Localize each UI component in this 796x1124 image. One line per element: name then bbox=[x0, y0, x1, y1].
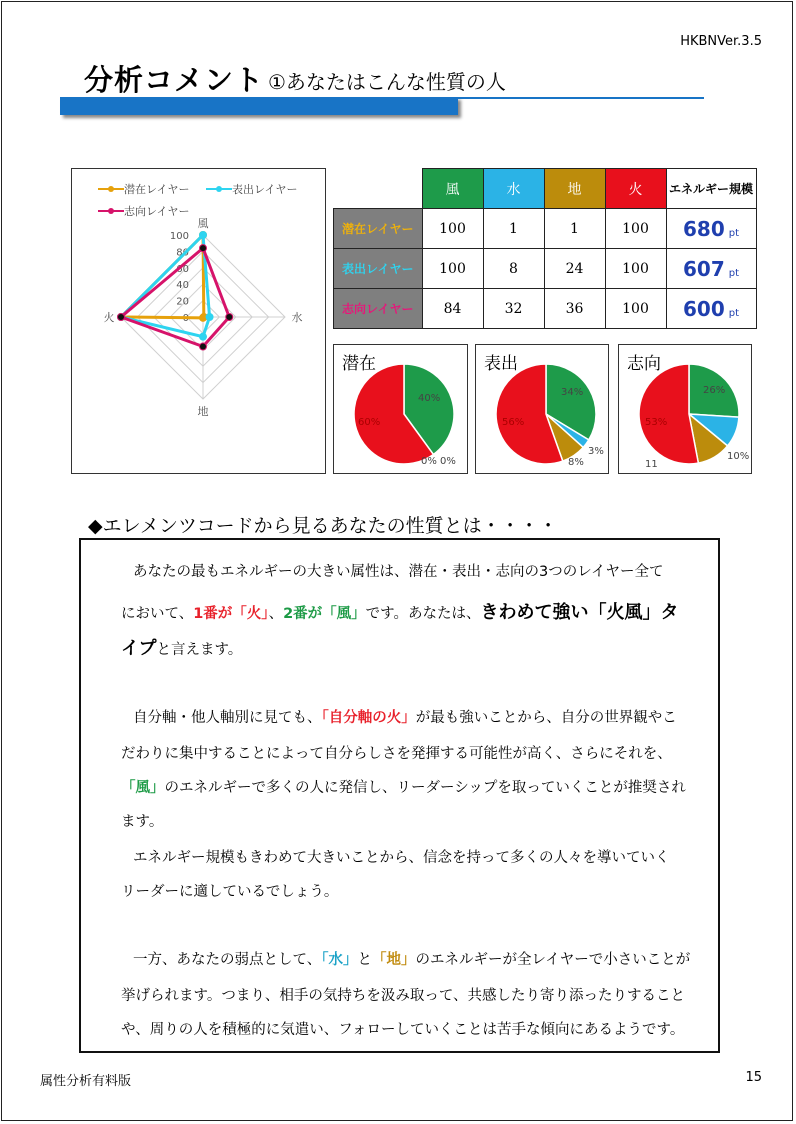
energy-table bbox=[333, 168, 757, 329]
table-header-row bbox=[334, 169, 757, 209]
pie-label-fire: 53% bbox=[645, 417, 668, 428]
highlight-cyan: 「水」 bbox=[321, 952, 358, 968]
radar-axis-label: 火 bbox=[103, 311, 115, 324]
legend-express-label: 表出レイヤー bbox=[232, 183, 298, 196]
page-number: 15 bbox=[745, 1070, 762, 1085]
energy-value: 600 bbox=[682, 296, 725, 321]
energy-value: 680 bbox=[682, 216, 725, 241]
table-cell: 100 bbox=[422, 249, 483, 289]
table-cell: 1 bbox=[544, 209, 605, 249]
radar-point bbox=[226, 314, 233, 321]
pie-title: 潜在 bbox=[342, 354, 376, 374]
legend-express-swatch bbox=[206, 184, 232, 194]
table-cell: 1 bbox=[483, 209, 544, 249]
row-label-intent: 志向レイヤー bbox=[334, 289, 423, 329]
legend-intent-label: 志向レイヤー bbox=[124, 205, 190, 218]
highlight-gold: 「地」 bbox=[371, 952, 416, 968]
comment-line: だわりに集中することによって自分らしさを発揮する可能性が高く、さらにそれを、 bbox=[121, 746, 672, 762]
radar-tick-label: 20 bbox=[176, 296, 189, 308]
table-cell: 24 bbox=[544, 249, 605, 289]
radar-tick-label: 60 bbox=[176, 263, 189, 275]
text: と言えます。 bbox=[156, 642, 243, 658]
page-subtitle: ①あなたはこんな性質の人 bbox=[268, 70, 506, 94]
comment-line: や、周りの人を積極的に気遣い、フォローしていくことは苦手な傾向にあるようです。 bbox=[121, 1022, 685, 1038]
text: のエネルギーが全レイヤーで小さいことが bbox=[415, 952, 691, 968]
table-row bbox=[334, 289, 757, 329]
energy-cell bbox=[666, 209, 756, 249]
radar-axis-label: 地 bbox=[197, 405, 209, 418]
table-cell: 8 bbox=[483, 249, 544, 289]
table-row bbox=[334, 249, 757, 289]
pie-label-earth: 8% bbox=[568, 457, 584, 468]
energy-unit: pt bbox=[728, 307, 740, 319]
text: のエネルギーで多くの人に発信し、リーダーシップを取っていくことが推奨され bbox=[164, 780, 686, 796]
pie-label-water: 0% bbox=[421, 456, 437, 467]
table-cell: 100 bbox=[605, 209, 666, 249]
pie-chart-latent bbox=[333, 344, 468, 474]
radar-tick-label: 0 bbox=[182, 313, 189, 324]
radar-point bbox=[200, 245, 207, 252]
footer-label: 属性分析有料版 bbox=[40, 1074, 132, 1089]
highlight-green: 「風」 bbox=[121, 780, 165, 796]
text: において、 bbox=[121, 606, 194, 622]
highlight-big: きわめて強い「火風」タ bbox=[480, 602, 679, 623]
highlight-red: 1番が「火」 bbox=[193, 606, 269, 622]
table-cell: 100 bbox=[605, 289, 666, 329]
pie-label-wind: 34% bbox=[561, 387, 584, 398]
header-fire: 火 bbox=[605, 169, 666, 209]
radar-axis-label: 水 bbox=[291, 311, 303, 324]
text: です。あなたは、 bbox=[365, 606, 481, 622]
energy-unit: pt bbox=[728, 267, 740, 279]
comment-line: あなたの最もエネルギーの大きい属性は、潜在・表出・志向の3つのレイヤー全て bbox=[133, 564, 664, 580]
header-wind: 風 bbox=[422, 169, 483, 209]
pie-label-water: 10% bbox=[727, 451, 750, 462]
radar-point bbox=[200, 333, 207, 340]
header-water: 水 bbox=[483, 169, 544, 209]
pie-chart-express bbox=[475, 344, 609, 474]
comment-line: ます。 bbox=[121, 814, 164, 830]
comment-line bbox=[121, 634, 242, 660]
highlight-green: 2番が「風」 bbox=[283, 606, 366, 622]
pie-label-fire: 60% bbox=[358, 417, 381, 428]
energy-cell bbox=[666, 289, 756, 329]
pie-title: 志向 bbox=[627, 354, 661, 374]
section-heading: ◆エレメンツコードから見るあなたの性質とは・・・・ bbox=[88, 515, 558, 537]
table-cell: 84 bbox=[422, 289, 483, 329]
highlight-big: イプ bbox=[121, 638, 157, 659]
header-earth: 地 bbox=[544, 169, 605, 209]
radar-plot bbox=[72, 217, 325, 475]
radar-tick-label: 40 bbox=[176, 280, 189, 292]
comment-line: リーダーに適しているでしょう。 bbox=[121, 884, 339, 900]
pie-label-wind: 26% bbox=[703, 385, 726, 396]
version-label: HKBNVer.3.5 bbox=[680, 34, 762, 49]
row-label-express: 表出レイヤー bbox=[334, 249, 423, 289]
title-underline-line bbox=[458, 97, 704, 99]
radar-point bbox=[200, 232, 207, 239]
radar-chart bbox=[71, 168, 326, 474]
text: 一方、あなたの弱点として、 bbox=[133, 952, 322, 968]
radar-axis-label: 風 bbox=[197, 217, 209, 230]
table-cell: 36 bbox=[544, 289, 605, 329]
legend-latent-swatch bbox=[98, 184, 124, 194]
pie-label-earth: 11 bbox=[645, 459, 658, 470]
table-row bbox=[334, 209, 757, 249]
text: と bbox=[357, 952, 372, 968]
legend-latent-label: 潜在レイヤー bbox=[124, 183, 190, 196]
title-underline-bar bbox=[60, 97, 458, 115]
text: 自分軸・他人軸別に見ても、 bbox=[133, 710, 322, 726]
comment-line bbox=[133, 706, 677, 727]
pie-label-water: 3% bbox=[588, 446, 604, 457]
comment-line bbox=[121, 598, 679, 624]
table-cell: 100 bbox=[605, 249, 666, 289]
legend-intent-swatch bbox=[98, 206, 124, 216]
radar-point bbox=[200, 314, 207, 321]
legend-intent bbox=[98, 203, 189, 219]
header-energy: エネルギー規模 bbox=[666, 169, 756, 209]
radar-point bbox=[206, 314, 213, 321]
comment-line bbox=[133, 948, 690, 969]
energy-value: 607 bbox=[682, 256, 725, 281]
page-title: 分析コメント bbox=[84, 63, 265, 97]
comment-line: 挙げられます。つまり、相手の気持ちを汲み取って、共感したり寄り添ったりすること bbox=[121, 988, 686, 1004]
table-corner bbox=[334, 169, 423, 209]
energy-unit: pt bbox=[728, 227, 740, 239]
comment-box bbox=[79, 538, 720, 1053]
pie-chart-intent bbox=[618, 344, 752, 474]
pie-title: 表出 bbox=[484, 354, 518, 374]
comment-line bbox=[121, 776, 686, 797]
pie-label-fire: 56% bbox=[502, 417, 525, 428]
table-cell: 32 bbox=[483, 289, 544, 329]
pie-label-earth: 0% bbox=[440, 456, 456, 467]
radar-point bbox=[118, 314, 125, 321]
energy-cell bbox=[666, 249, 756, 289]
table-cell: 100 bbox=[422, 209, 483, 249]
comment-line: エネルギー規模もきわめて大きいことから、信念を持って多くの人々を導いていく bbox=[133, 850, 670, 866]
legend-latent bbox=[98, 181, 189, 197]
legend-express bbox=[206, 181, 297, 197]
row-label-latent: 潜在レイヤー bbox=[334, 209, 423, 249]
radar-tick-label: 100 bbox=[169, 231, 189, 242]
pie-plot bbox=[334, 345, 467, 473]
text: が最も強いことから、自分の世界観やこ bbox=[415, 710, 677, 726]
radar-tick-label: 80 bbox=[176, 247, 189, 259]
highlight-red: 「自分軸の火」 bbox=[321, 710, 416, 726]
radar-point bbox=[200, 343, 207, 350]
pie-label-wind: 40% bbox=[418, 393, 441, 404]
text: 、 bbox=[268, 606, 284, 622]
pie-slice bbox=[639, 364, 698, 464]
